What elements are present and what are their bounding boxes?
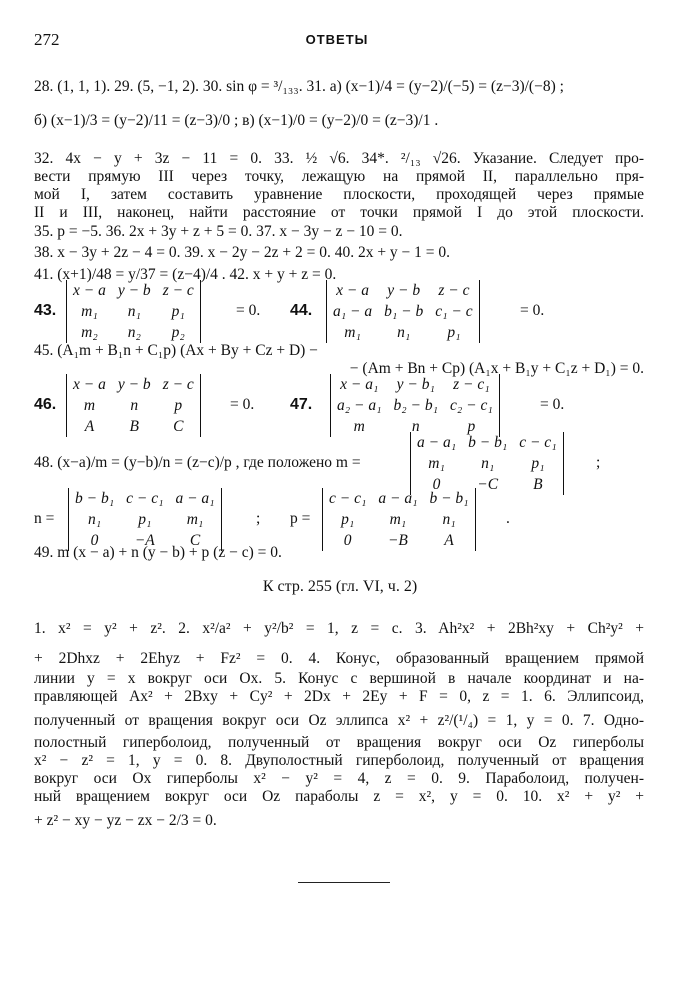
answer-line-31bc: б) (x−1)/3 = (y−2)/11 = (z−3)/0 ; в) (x−1)/0 = (y−2)/0 = (z−3)/1 .: [34, 112, 439, 129]
determinant-cell: p₁: [171, 302, 185, 320]
answer-line-34-d: II и III, наконец, найти расстояние от точки прямой I до этой плоскости.: [34, 204, 644, 221]
determinant-cell: p: [174, 396, 183, 414]
determinant-cell: −B: [387, 531, 408, 549]
determinant-cell: −C: [477, 475, 499, 493]
answer-line-32-34: 32. 4x − y + 3z − 11 = 0. 33. ½ √6. 34*. ²/₁₃ √26. Указание. Следует про-: [34, 150, 644, 167]
answer-line-49: 49. m (x − a) + n (y − b) + p (z − c) = 0.: [34, 544, 282, 561]
determinant-cell: x − a: [73, 375, 106, 393]
equals-zero-47: = 0.: [540, 396, 565, 413]
answer-b-line-10: + z² − xy − yz − zx − 2/3 = 0.: [34, 812, 217, 829]
determinant-cell: −A: [134, 531, 155, 549]
determinant-cell: c₁ − c: [435, 302, 473, 320]
answer-line-48: 48. (x−a)/m = (y−b)/n = (z−c)/p , где положено m =: [34, 454, 361, 471]
answer-number-43: 43.: [34, 302, 57, 319]
determinant-cell: n₁: [442, 510, 456, 528]
determinant-cell: x − a₁: [340, 375, 379, 393]
determinant-cell: a − a₁: [175, 489, 215, 507]
determinant-cell: n₁: [481, 454, 495, 472]
determinant-p: [322, 488, 476, 551]
answer-b-line-2: + 2Dhxz + 2Ehyz + Fz² = 0. 4. Конус, образованный вращением прямой: [34, 650, 644, 667]
semicolon-n: ;: [256, 510, 261, 527]
determinant-cell: A: [444, 531, 454, 549]
determinant-cell: n₁: [127, 302, 141, 320]
determinant-cell: m₁: [186, 510, 204, 528]
determinant-cell: x − a: [336, 281, 369, 299]
determinant-cell: A: [84, 417, 95, 435]
determinant-cell: z − c: [438, 281, 470, 299]
determinant-cell: B: [533, 475, 543, 493]
determinant-cell: 0: [90, 531, 99, 549]
determinant-cell: c − c₁: [519, 433, 557, 451]
determinant-cell: y − b₁: [396, 375, 435, 393]
determinant-cell: p₁: [138, 510, 152, 528]
determinant-row: [67, 280, 200, 301]
determinant-m: [410, 432, 564, 495]
answer-line-45-a: 45. (A₁m + B₁n + C₁p) (Ax + By + Cz + D) −: [34, 342, 318, 359]
answer-line-34-c: мой I, затем составить уравнение плоскости, проходящей через прямые: [34, 186, 644, 203]
answer-b-line-4: правляющей Ax² + 2Bxy + Cy² + 2Dx + 2Ey + F = 0, z = 1. 6. Эллипсоид,: [34, 688, 644, 705]
determinant-cell: m₁: [428, 454, 445, 472]
n-equals: n =: [34, 510, 55, 527]
determinant-cell: b − b₁: [75, 489, 115, 507]
determinant-cell: z − c₁: [453, 375, 490, 393]
determinant-cell: z − c: [162, 375, 194, 393]
semicolon-m: ;: [596, 454, 601, 471]
determinant-cell: p₁: [341, 510, 355, 528]
p-equals: p =: [290, 510, 311, 527]
determinant-cell: n: [411, 417, 420, 435]
answer-number-46: 46.: [34, 396, 57, 413]
determinant-row: [67, 395, 200, 416]
answer-b-line-3: линии y = x вокруг оси Ox. 5. Конус с вершиной в начале координат и на-: [34, 670, 644, 687]
determinant-row: [67, 416, 200, 437]
answer-b-line-6: полостный гиперболоид, полученный от вращения вокруг оси Oz гиперболы: [34, 734, 644, 751]
determinant-47: [330, 374, 500, 437]
determinant-cell: c − c₁: [329, 489, 367, 507]
answer-b-line-9: ный вращением вокруг оси Oz параболы z = x², y = 0. 10. x² + y² +: [34, 788, 644, 805]
equals-zero-43: = 0.: [236, 302, 261, 319]
determinant-row: [411, 453, 563, 474]
determinant-cell: b − b₁: [468, 433, 508, 451]
closing-rule: [298, 882, 390, 883]
determinant-cell: p₁: [531, 454, 545, 472]
answer-b-line-7: x² − z² = 1, y = 0. 8. Двуполостный гиперболоид, полученный от вращения: [34, 752, 644, 769]
determinant-cell: z − c: [162, 281, 194, 299]
determinant-row: [331, 395, 499, 416]
determinant-row: [327, 301, 479, 322]
running-title: ОТВЕТЫ: [305, 32, 369, 47]
determinant-cell: n₁: [87, 510, 102, 528]
determinant-row: [411, 432, 563, 453]
determinant-cell: m₁: [81, 302, 98, 320]
determinant-cell: 0: [432, 475, 441, 493]
determinant-cell: b − b₁: [429, 489, 469, 507]
determinant-row: [67, 322, 200, 343]
answer-b-line-5: полученный от вращения вокруг оси Oz эллипса x² + z²/(¹/₄) = 1, y = 0. 7. Одно-: [34, 712, 644, 729]
answer-b-line-1: 1. x² = y² + z². 2. x²/a² + y²/b² = 1, z = c. 3. Ah²x² + 2Bh²xy + Ch²y² +: [34, 620, 644, 637]
determinant-cell: m₂: [81, 323, 98, 341]
determinant-cell: m: [83, 396, 96, 414]
determinant-cell: m: [353, 417, 365, 435]
determinant-cell: y − b: [387, 281, 421, 299]
answer-line-45-b: − (Am + Bn + Cp) (A₁x + B₁y + C₁z + D₁) = 0.: [349, 360, 644, 377]
determinant-cell: y − b: [117, 281, 151, 299]
answer-line-34-b: вести прямую III через точку, лежащую на прямой II, параллельно пря-: [34, 168, 644, 185]
determinant-row: [323, 488, 475, 509]
determinant-cell: a₂ − a₁: [337, 396, 382, 414]
determinant-cell: c₂ − c₁: [450, 396, 493, 414]
determinant-row: [67, 301, 200, 322]
determinant-cell: B: [129, 417, 139, 435]
determinant-cell: n: [130, 396, 139, 414]
determinant-row: [67, 374, 200, 395]
determinant-cell: a − a₁: [417, 433, 457, 451]
section-title: К стр. 255 (гл. VI, ч. 2): [262, 578, 418, 595]
determinant-cell: m₁: [344, 323, 361, 341]
determinant-row: [323, 509, 475, 530]
determinant-row: [327, 322, 479, 343]
determinant-43: [66, 280, 201, 343]
determinant-row: [331, 374, 499, 395]
determinant-row: [327, 280, 479, 301]
determinant-cell: p: [467, 417, 476, 435]
equals-zero-44: = 0.: [520, 302, 545, 319]
answer-number-47: 47.: [290, 396, 313, 413]
determinant-cell: a − a₁: [378, 489, 418, 507]
determinant-row: [69, 509, 221, 530]
determinant-cell: y − b: [117, 375, 151, 393]
determinant-cell: 0: [343, 531, 352, 549]
determinant-44: [326, 280, 480, 343]
answer-line-38-40: 38. x − 3y + 2z − 4 = 0. 39. x − 2y − 2z + 2 = 0. 40. 2x + y − 1 = 0.: [34, 244, 451, 261]
determinant-cell: a₁ − a: [333, 302, 373, 320]
determinant-n: [68, 488, 222, 551]
equals-zero-46: = 0.: [230, 396, 255, 413]
answer-number-44: 44.: [290, 302, 313, 319]
answer-line-35-37: 35. p = −5. 36. 2x + 3y + z + 5 = 0. 37. x − 3y − z − 10 = 0.: [34, 223, 403, 240]
determinant-cell: c − c₁: [126, 489, 164, 507]
answer-line-28-31: 28. (1, 1, 1). 29. (5, −1, 2). 30. sin φ = ³/₁₃₃. 31. а) (x−1)/4 = (y−2)/(−5) = (z−3)/(−8) ;: [34, 78, 564, 95]
determinant-46: [66, 374, 201, 437]
determinant-cell: b₂ − b₁: [393, 396, 438, 414]
period-p: .: [506, 510, 510, 527]
determinant-cell: p₂: [171, 323, 185, 341]
determinant-row: [69, 488, 221, 509]
determinant-cell: n₁: [397, 323, 411, 341]
page-number: 272: [34, 30, 60, 49]
answer-b-line-8: вокруг оси Ox гиперболы x² − y² = 4, z = 0. 9. Параболоид, получен-: [34, 770, 644, 787]
determinant-cell: C: [173, 417, 184, 435]
determinant-cell: m₁: [389, 510, 407, 528]
determinant-cell: p₁: [447, 323, 461, 341]
determinant-cell: C: [189, 531, 201, 549]
page-header: [34, 30, 640, 52]
answer-line-41-42: 41. (x+1)/48 = y/37 = (z−4)/4 . 42. x + y + z = 0.: [34, 266, 337, 283]
determinant-cell: b₁ − b: [384, 302, 424, 320]
determinant-cell: n₂: [127, 323, 141, 341]
determinant-cell: x − a: [73, 281, 106, 299]
